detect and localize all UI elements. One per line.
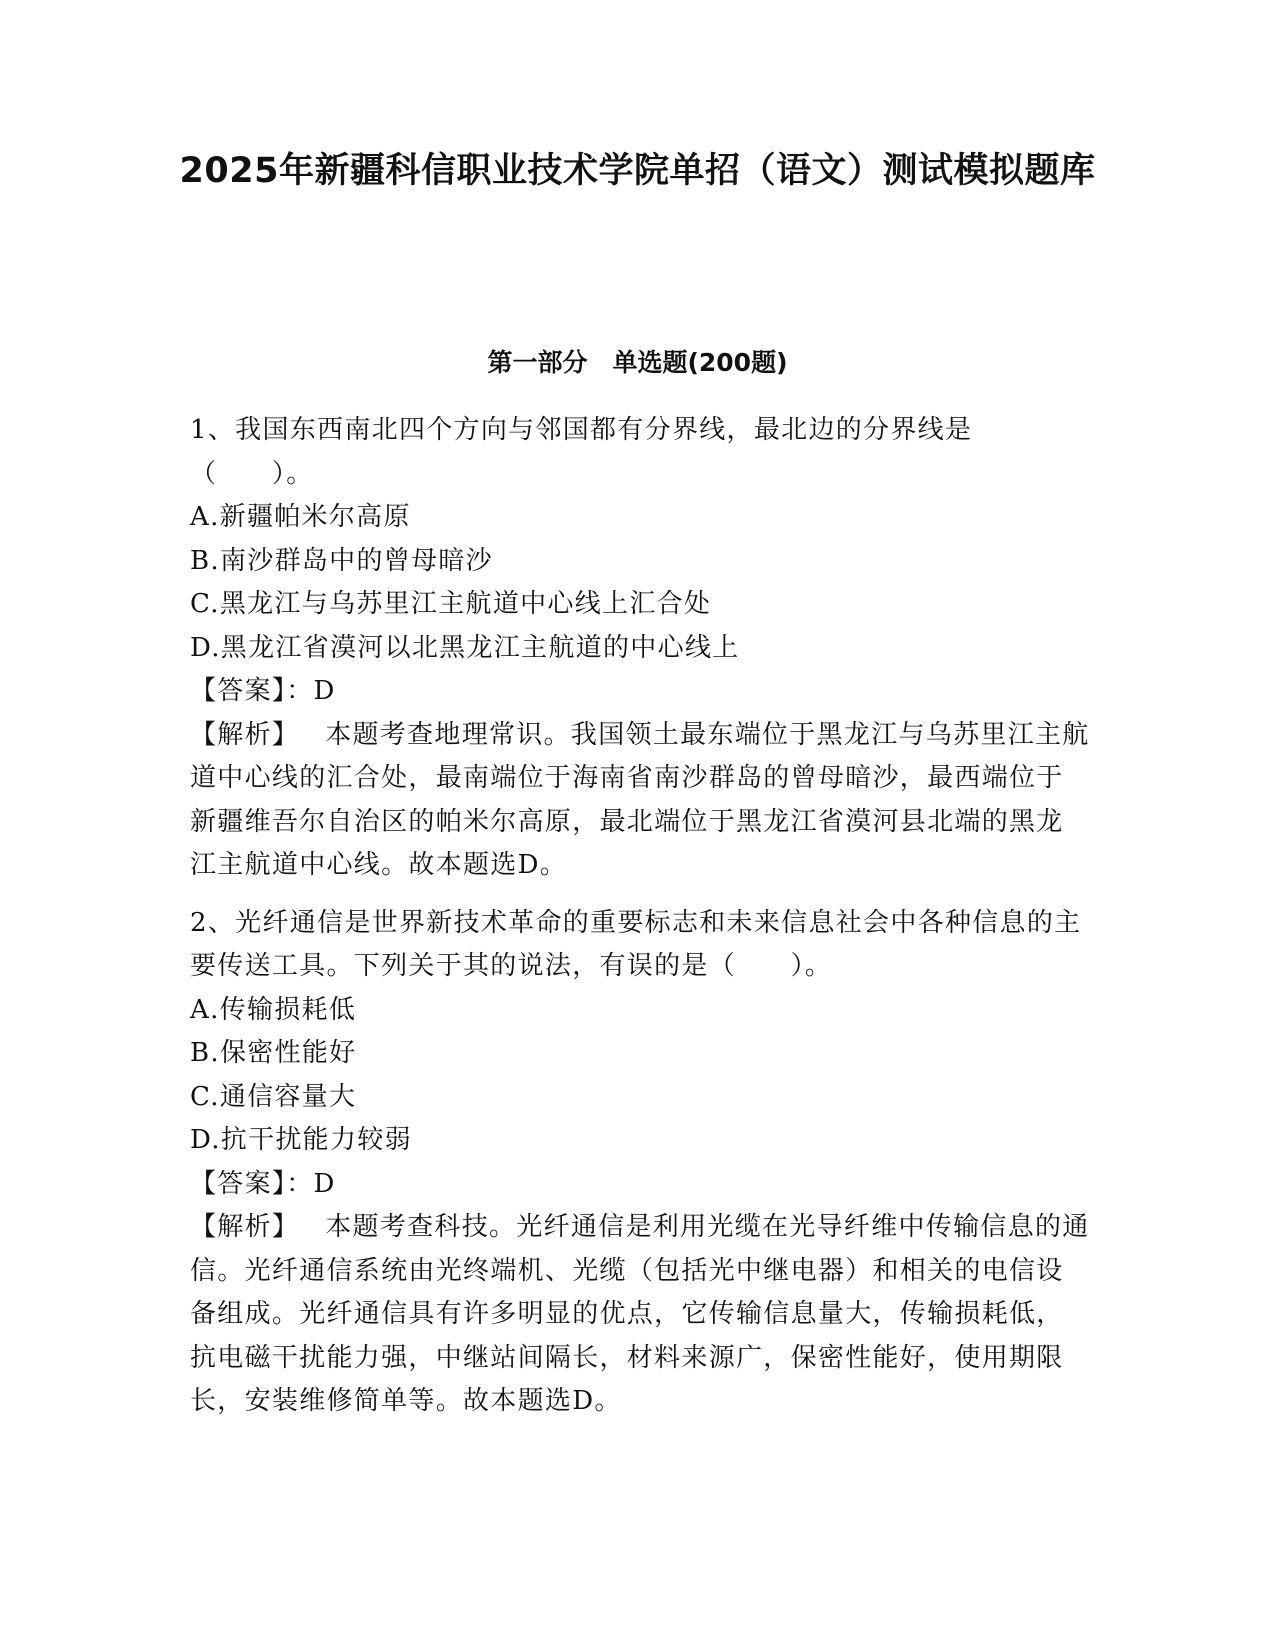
analysis-paragraph <box>190 1206 1090 1424</box>
option-c: C.黑龙江与乌苏里江主航道中心线上汇合处 <box>190 589 712 619</box>
question-list <box>190 409 1090 1438</box>
question-item <box>190 902 1090 1424</box>
analysis-label: 【解析】 <box>190 719 300 750</box>
question-item <box>190 409 1090 888</box>
answer-line: 【答案】：D <box>190 676 336 706</box>
option-c: C.通信容量大 <box>190 1081 357 1112</box>
document-title: 2025年新疆科信职业技术学院单招（语文）测试模拟题库 <box>179 151 1096 191</box>
question-stem: 1、我国东西南北四个方向与邻国都有分界线，最北边的分界线是（ ）。 <box>190 415 973 489</box>
option-d: D.黑龙江省漠河以北黑龙江主航道的中心线上 <box>190 632 740 663</box>
answer-line: 【答案】：D <box>190 1168 336 1199</box>
option-a: A.新疆帕米尔高原 <box>190 502 411 532</box>
option-a: A.传输损耗低 <box>190 994 357 1025</box>
analysis-text: 本题考查科技。光纤通信是利用光缆在光导纤维中传输信息的通信。光纤通信系统由光终端机、光缆（包括光中继电器）和相关的电信设备组成。光纤通信具有许多明显的优点，它传输信息量大，传输损耗低，抗电磁干扰能力强，中继站间隔长，材料来源广，保密性能好，使用期限长，安装维修简单等。故本题选D。 <box>190 1212 1090 1416</box>
analysis-paragraph <box>190 714 1090 888</box>
question-stem: 2、光纤通信是世界新技术革命的重要标志和未来信息社会中各种信息的主要传送工具。下列关于其的说法，有误的是（ ）。 <box>190 907 1082 981</box>
section-heading: 第一部分 单选题(200题) <box>487 348 788 377</box>
option-b: B.南沙群岛中的曾母暗沙 <box>190 545 493 576</box>
analysis-label: 【解析】 <box>190 1212 300 1242</box>
analysis-text: 本题考查地理常识。我国领土最东端位于黑龙江与乌苏里江主航道中心线的汇合处，最南端位于海南省南沙群岛的曾母暗沙，最西端位于新疆维吾尔自治区的帕米尔高原，最北端位于黑龙江省漠河县北端的黑龙江主航道中心线。故本题选D。 <box>190 719 1090 880</box>
option-d: D.抗干扰能力较弱 <box>190 1125 412 1155</box>
option-b: B.保密性能好 <box>190 1038 357 1068</box>
